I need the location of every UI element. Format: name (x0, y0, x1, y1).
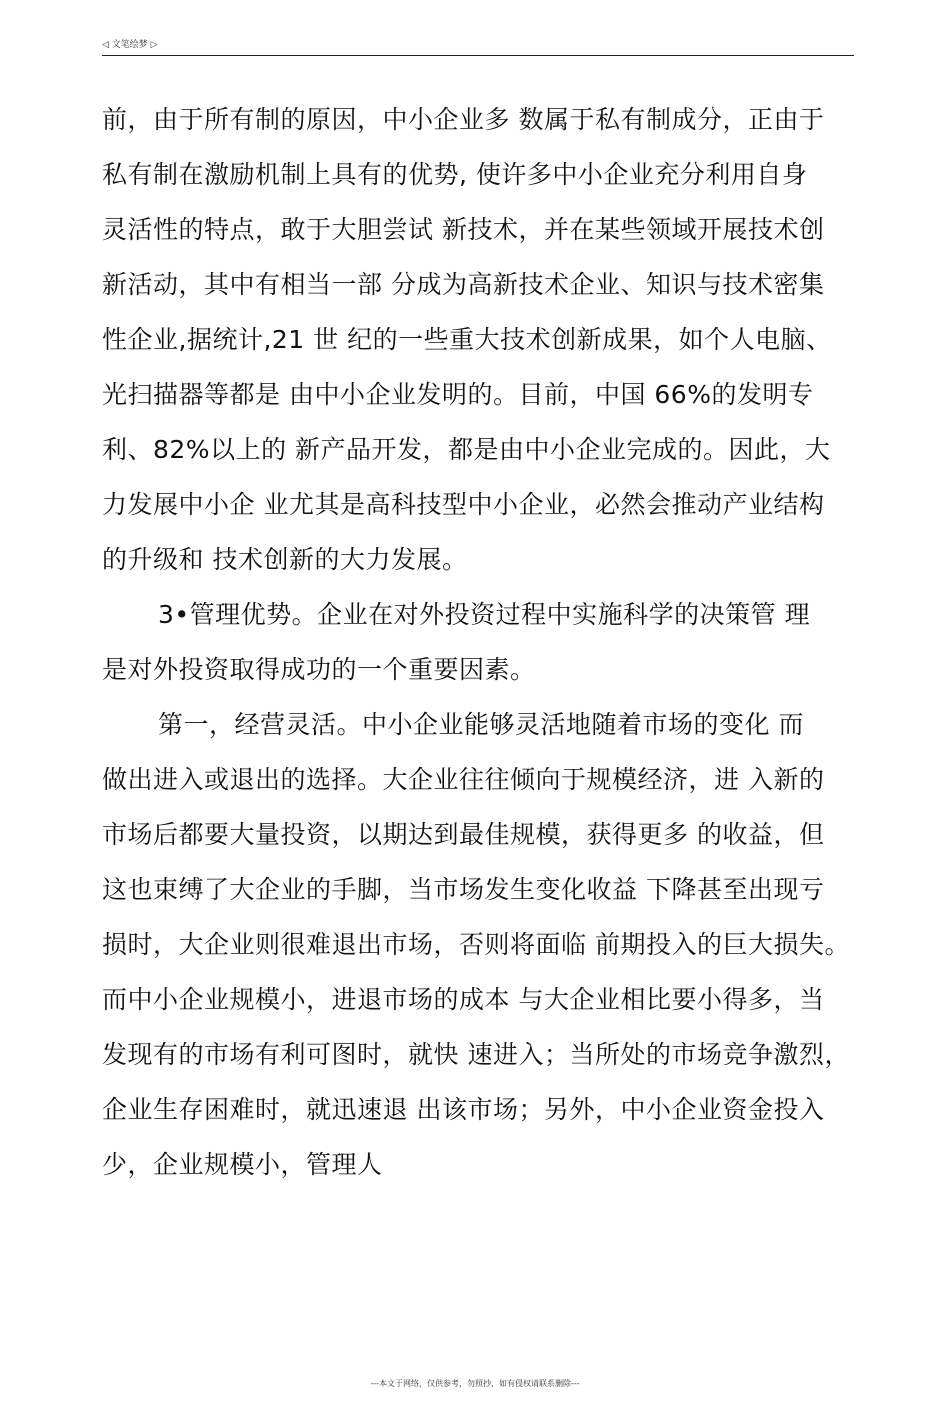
text-line: 的升级和 技术创新的大力发展。 (102, 545, 468, 574)
document-body (102, 92, 862, 1192)
text-line: 第一，经营灵活。中小企业能够灵活地随着市场的变化 而 (158, 710, 804, 739)
page-header (102, 38, 854, 56)
text-line: 灵活性的特点，敢于大胆尝试 新技术，并在某些领域开展技术创 (102, 215, 825, 244)
text-line: 性企业,据统计,21 世 纪的一些重大技术创新成果，如个人电脑、 (102, 325, 832, 354)
text-line: 是对外投资取得成功的一个重要因素。 (102, 655, 536, 684)
text-line: 企业生存困难时，就迅速退 出该市场；另外，中小企业资金投入 (102, 1095, 825, 1124)
text-line: 私有制在激励机制上具有的优势, 使许多中小企业充分利用自身 (102, 160, 808, 189)
text-line: 少，企业规模小，管理人 (102, 1150, 383, 1179)
text-line: 损时，大企业则很难退出市场，否则将面临 前期投入的巨大损失。 (102, 930, 850, 959)
text-line: 做出进入或退出的选择。大企业往往倾向于规模经济，进 入新的 (102, 765, 825, 794)
text-line: 前，由于所有制的原因，中小企业多 数属于私有制成分，正由于 (102, 105, 825, 134)
header-label: ◁ 文笔绘梦 ▷ (102, 40, 158, 50)
text-line: 力发展中小企 业尤其是高科技型中小企业，必然会推动产业结构 (102, 490, 825, 519)
text-line: 这也束缚了大企业的手脚，当市场发生变化收益 下降甚至出现亏 (102, 875, 825, 904)
text-line: 光扫描器等都是 由中小企业发明的。目前，中国 66%的发明专 (102, 380, 814, 409)
text-line: 而中小企业规模小，进退市场的成本 与大企业相比要小得多，当 (102, 985, 825, 1014)
text-line: 市场后都要大量投资，以期达到最佳规模，获得更多 的收益，但 (102, 820, 825, 849)
text-line: 3•管理优势。企业在对外投资过程中实施科学的决策管 理 (158, 600, 811, 629)
text-line: 发现有的市场有利可图时，就快 速进入；当所处的市场竞争激烈， (102, 1040, 850, 1069)
page-footer: ---本文于网络，仅供参考，勿照抄，如有侵权请联系删除--- (370, 1379, 580, 1388)
text-line: 利、82%以上的 新产品开发，都是由中小企业完成的。因此，大 (102, 435, 831, 464)
text-line: 新活动，其中有相当一部 分成为高新技术企业、知识与技术密集 (102, 270, 825, 299)
